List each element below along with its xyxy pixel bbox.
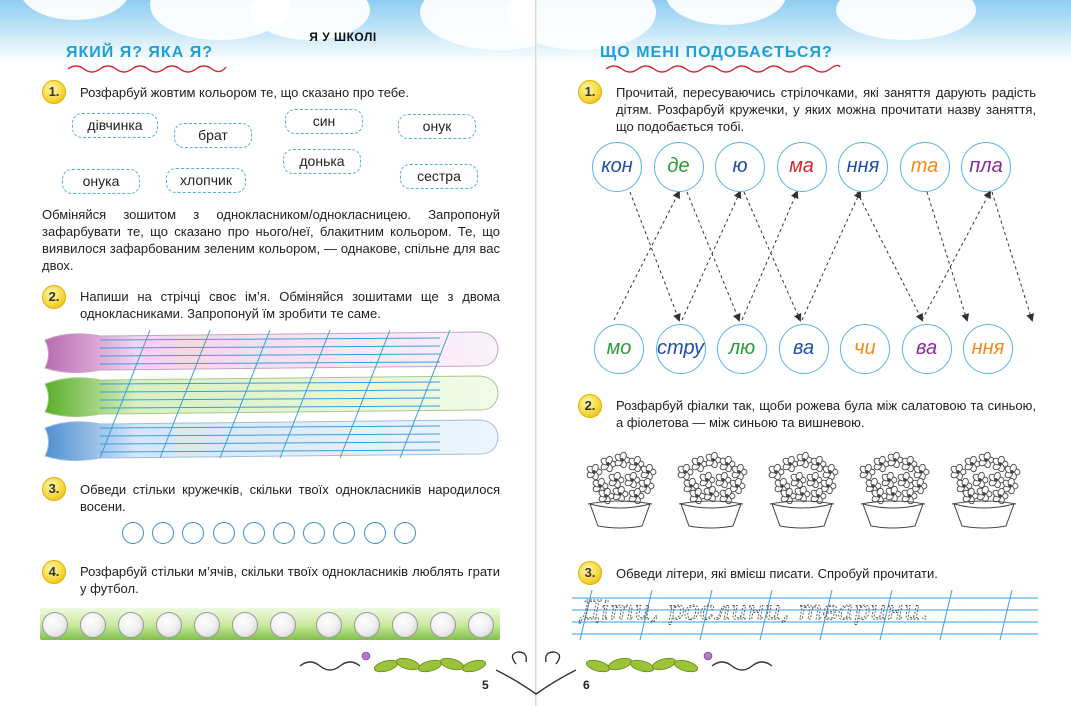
exchange-paragraph: Обміняйся зошитом з однокласником/однокласницею. Запропонуй зафарбувати те, що сказано про нього/неї, блакитним кольором. Те, що виявилося зафарбованим зеленим кольором, — однакове, спільне для вас двох. <box>42 207 500 273</box>
violet-pot-drawing[interactable] <box>576 442 664 530</box>
syllable-circle-bottom[interactable]: лю <box>717 324 767 374</box>
word-box[interactable] <box>62 169 140 194</box>
football-ball[interactable] <box>118 612 144 638</box>
football-ball[interactable] <box>156 612 182 638</box>
syllable-circle-bottom[interactable]: мо <box>594 324 644 374</box>
syllable-circle-top[interactable]: ю <box>715 142 765 192</box>
football-ball[interactable] <box>392 612 418 638</box>
task-3-instruction: Обведи літери, які вмієш писати. Спробуй прочитати. <box>616 566 938 581</box>
syllable-arrows <box>592 170 1042 340</box>
word-box[interactable] <box>72 113 158 138</box>
word-label: дівчинка <box>87 117 143 133</box>
word-label: онука <box>82 173 120 189</box>
football-ball[interactable] <box>232 612 258 638</box>
syllable-circle-bottom[interactable]: стру <box>656 324 706 374</box>
violet-pot-drawing[interactable] <box>849 442 937 530</box>
page-title-right: ЩО МЕНІ ПОДОБАЄТЬСЯ? <box>600 44 833 61</box>
football-ball[interactable] <box>430 612 456 638</box>
circle-to-trace[interactable] <box>213 522 235 544</box>
tracing-handwriting-text[interactable]: Діти, рослини, тварини. <box>580 596 929 626</box>
violet-pot-drawing[interactable] <box>940 442 1028 530</box>
football-ball[interactable] <box>42 612 68 638</box>
syllable-circle-bottom[interactable]: ва <box>779 324 829 374</box>
task-1-instruction: Розфарбуй жовтим кольором те, що сказано про тебе. <box>80 85 409 100</box>
word-box[interactable] <box>166 168 246 193</box>
syllable-circle-bottom[interactable]: ння <box>963 324 1013 374</box>
circle-to-trace[interactable] <box>333 522 355 544</box>
page-number-left: 5 <box>482 678 489 692</box>
circle-to-trace[interactable] <box>273 522 295 544</box>
task-4-instruction: Розфарбуй стільки м’ячів, скільки твоїх однокласників люблять грати у футбол. <box>80 564 500 596</box>
syllable-circle-top[interactable]: де <box>654 142 704 192</box>
syllable-circle-top[interactable]: кон <box>592 142 642 192</box>
task-3-instruction: Обведи стільки кружечків, скільки твоїх однокласників народилося восени. <box>80 482 500 514</box>
circle-to-trace[interactable] <box>182 522 204 544</box>
violet-pot-drawing[interactable] <box>667 442 755 530</box>
word-label: сестра <box>417 168 461 184</box>
syllable-circle-bottom[interactable]: ва <box>902 324 952 374</box>
syllable-circle-top[interactable]: ння <box>838 142 888 192</box>
syllable-circle-top[interactable]: пла <box>961 142 1011 192</box>
football-ball[interactable] <box>354 612 380 638</box>
syllable-circle-top[interactable]: та <box>900 142 950 192</box>
task-number-badge: 3. <box>578 561 602 585</box>
page-number-right: 6 <box>583 678 590 692</box>
section-header: Я У ШКОЛІ <box>309 30 377 44</box>
circle-to-trace[interactable] <box>122 522 144 544</box>
handwriting-lines <box>572 590 1038 640</box>
circle-to-trace[interactable] <box>394 522 416 544</box>
word-label: брат <box>198 127 228 143</box>
circle-to-trace[interactable] <box>303 522 325 544</box>
circle-to-trace[interactable] <box>243 522 265 544</box>
task-number-badge: 1. <box>578 80 602 104</box>
football-ball[interactable] <box>468 612 494 638</box>
vine-ornament <box>296 650 776 700</box>
task-1-instruction: Прочитай, пересуваючись стрілочками, які заняття дарують радість дітям. Розфарбуй кружечки, у яких можна прочитати назву заняття, що подобається тобі. <box>616 85 1036 134</box>
football-ball[interactable] <box>316 612 342 638</box>
task-number-badge: 2. <box>578 394 602 418</box>
circle-to-trace[interactable] <box>364 522 386 544</box>
word-label: донька <box>299 153 345 169</box>
word-box[interactable] <box>285 109 363 134</box>
page-title-left: ЯКИЙ Я? ЯКА Я? <box>66 44 213 61</box>
task-2-instruction: Розфарбуй фіалки так, щоби рожева була між салатовою та синьою, а фіолетова — між синьою та вишневою. <box>616 398 1036 430</box>
football-ball[interactable] <box>270 612 296 638</box>
task-number-badge: 3. <box>42 477 66 501</box>
word-label: хлопчик <box>180 172 232 188</box>
title-underline-squiggle <box>604 62 842 74</box>
circle-to-trace[interactable] <box>152 522 174 544</box>
syllable-circle-bottom[interactable]: чи <box>840 324 890 374</box>
name-ribbons <box>40 326 502 466</box>
word-label: син <box>312 113 336 129</box>
word-box[interactable] <box>400 164 478 189</box>
football-ball[interactable] <box>194 612 220 638</box>
title-underline-squiggle <box>66 62 228 74</box>
violet-pot-drawing[interactable] <box>758 442 846 530</box>
word-label: онук <box>422 118 452 134</box>
task-number-badge: 1. <box>42 80 66 104</box>
right-page <box>536 0 1071 706</box>
syllable-circle-top[interactable]: ма <box>777 142 827 192</box>
word-box[interactable] <box>398 114 476 139</box>
football-ball[interactable] <box>80 612 106 638</box>
task-2-instruction: Напиши на стрічці своє ім’я. Обміняйся зошитами ще з двома однокласниками. Запропонуй їм зробити те саме. <box>80 289 500 321</box>
task-number-badge: 2. <box>42 285 66 309</box>
word-box[interactable] <box>283 149 361 174</box>
task-number-badge: 4. <box>42 560 66 584</box>
word-box[interactable] <box>174 123 252 148</box>
